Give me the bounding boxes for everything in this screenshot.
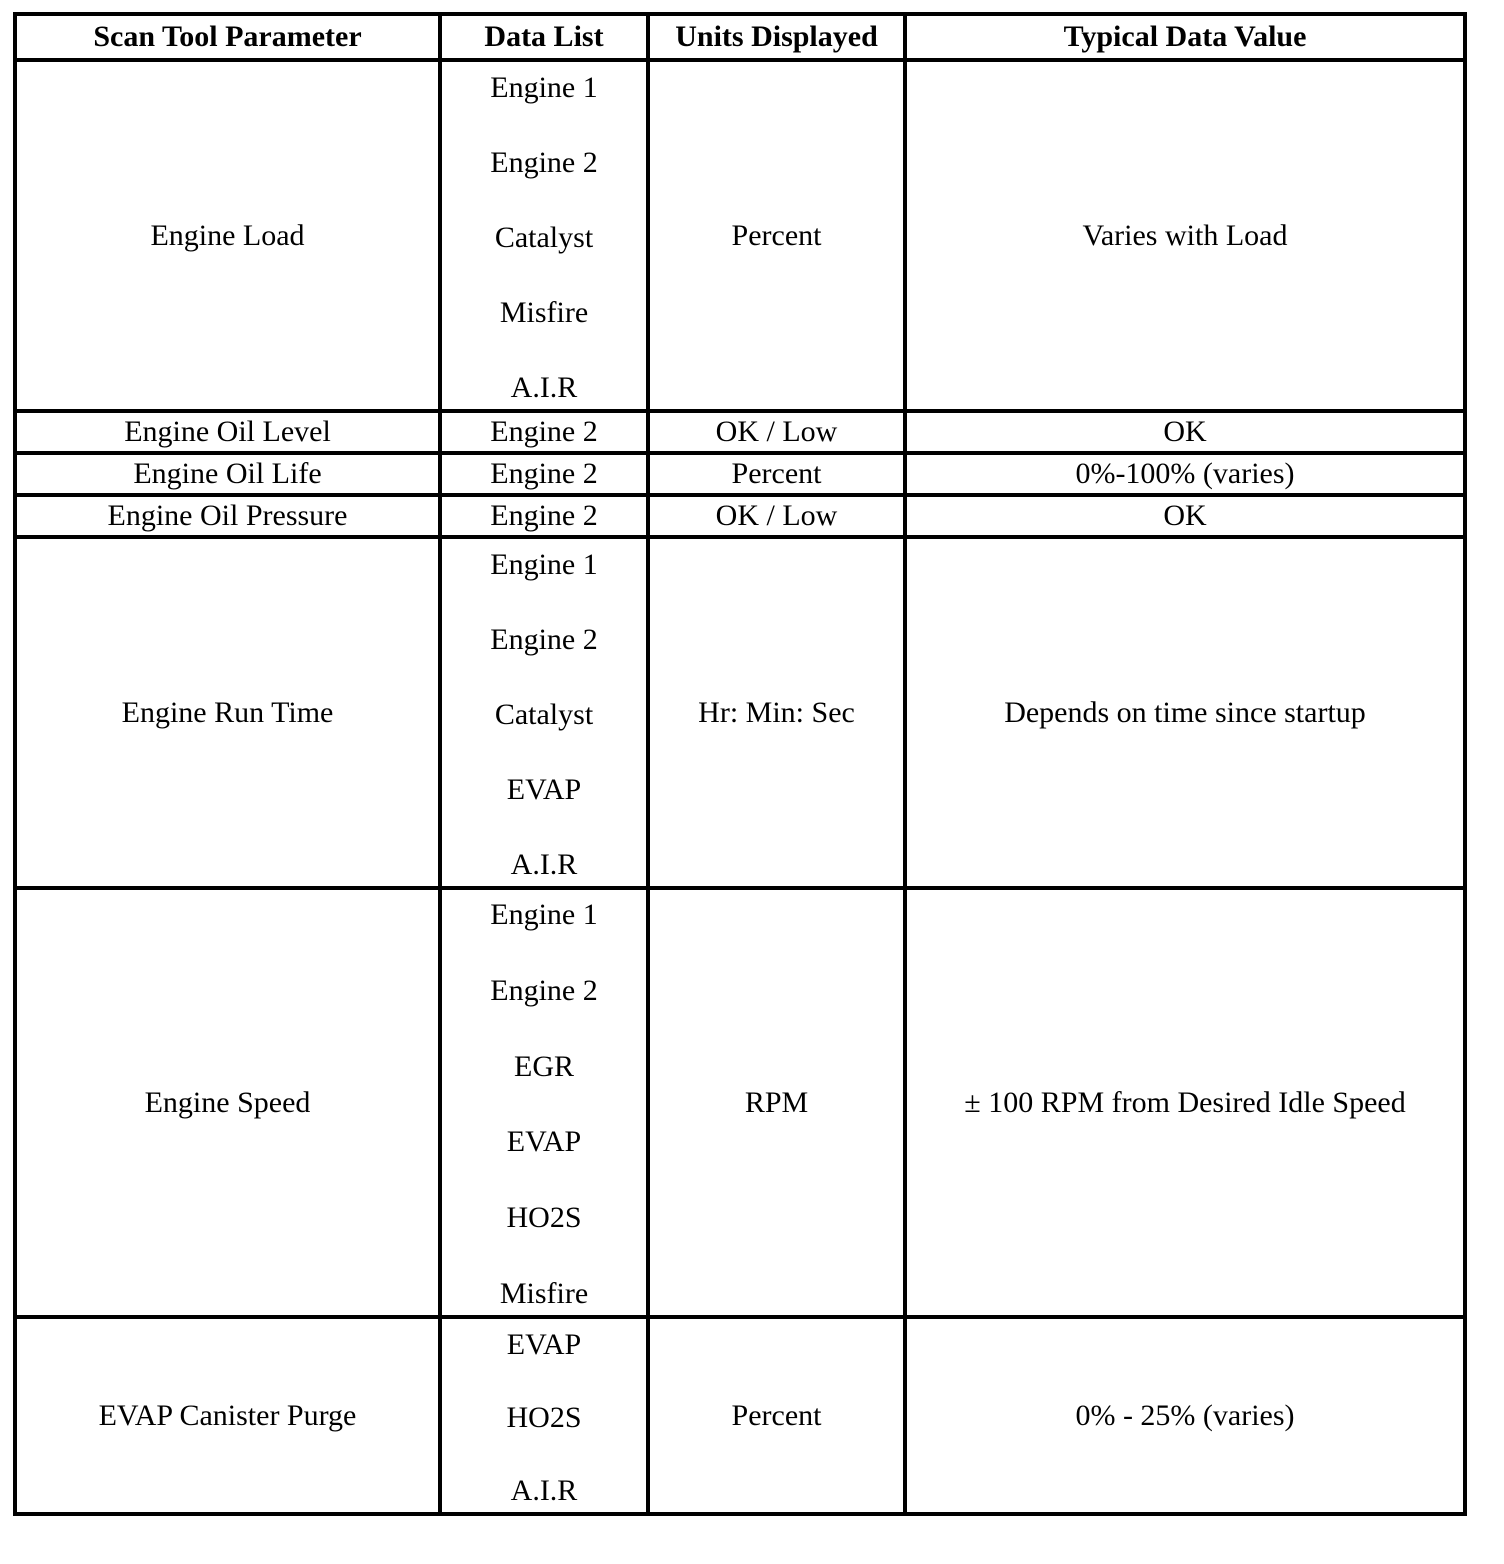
units-cell: OK / Low xyxy=(648,411,905,453)
data-list-cell: Engine 2 xyxy=(440,411,648,453)
table-row xyxy=(15,453,1465,495)
data-list-item: EVAP xyxy=(506,772,582,806)
data-list-item: HO2S xyxy=(506,1400,582,1434)
data-list-item: Engine 2 xyxy=(490,622,598,656)
units-cell: OK / Low xyxy=(648,495,905,537)
units-cell: Percent xyxy=(648,1317,905,1514)
scan-tool-data-table xyxy=(13,12,1467,1516)
table-header-row xyxy=(15,14,1465,60)
data-list-item: A.I.R xyxy=(510,847,578,881)
units-cell: Hr: Min: Sec xyxy=(648,537,905,888)
data-list-item: Engine 2 xyxy=(490,145,598,179)
table-row xyxy=(15,411,1465,453)
table-row xyxy=(15,888,1465,1317)
data-list-item: HO2S xyxy=(506,1201,582,1235)
column-header-units: Units Displayed xyxy=(648,14,905,60)
parameter-cell: EVAP Canister Purge xyxy=(15,1317,440,1514)
data-list-cell: Engine 2 xyxy=(440,495,648,537)
data-list-item: EVAP xyxy=(506,1125,582,1159)
data-list-cell xyxy=(440,888,648,1317)
parameter-cell: Engine Load xyxy=(15,60,440,411)
column-header-typical-value: Typical Data Value xyxy=(905,14,1465,60)
parameter-cell: Engine Oil Pressure xyxy=(15,495,440,537)
units-cell: Percent xyxy=(648,60,905,411)
data-list-item: A.I.R xyxy=(510,1473,578,1507)
data-list-cell xyxy=(440,60,648,411)
table-row xyxy=(15,60,1465,411)
data-list-item: EGR xyxy=(514,1049,574,1083)
table-row xyxy=(15,495,1465,537)
table-row xyxy=(15,1317,1465,1514)
data-list-item: Engine 1 xyxy=(490,547,598,581)
data-list-cell xyxy=(440,1317,648,1514)
units-cell: RPM xyxy=(648,888,905,1317)
table-row xyxy=(15,537,1465,888)
data-list-item: Catalyst xyxy=(494,220,594,254)
typical-value-cell: Depends on time since startup xyxy=(905,537,1465,888)
data-list-item: Engine 1 xyxy=(490,70,598,104)
column-header-data-list: Data List xyxy=(440,14,648,60)
typical-value-cell: OK xyxy=(905,411,1465,453)
parameter-cell: Engine Oil Level xyxy=(15,411,440,453)
typical-value-cell: 0%-100% (varies) xyxy=(905,453,1465,495)
data-list-cell xyxy=(440,537,648,888)
data-list-item: Misfire xyxy=(499,1276,589,1310)
data-list-item: A.I.R xyxy=(510,370,578,404)
parameter-cell: Engine Speed xyxy=(15,888,440,1317)
data-list-cell: Engine 2 xyxy=(440,453,648,495)
data-list-item: Engine 1 xyxy=(490,898,598,931)
column-header-parameter: Scan Tool Parameter xyxy=(15,14,440,60)
data-list-item: EVAP xyxy=(506,1327,582,1361)
parameter-cell: Engine Oil Life xyxy=(15,453,440,495)
scan-tool-document xyxy=(13,12,1463,1549)
parameter-cell: Engine Run Time xyxy=(15,537,440,888)
units-cell: Percent xyxy=(648,453,905,495)
data-list-item: Engine 2 xyxy=(490,973,598,1007)
typical-value-cell: Varies with Load xyxy=(905,60,1465,411)
data-list-item: Misfire xyxy=(499,295,589,329)
data-list-item: Catalyst xyxy=(494,697,594,731)
typical-value-cell: ± 100 RPM from Desired Idle Speed xyxy=(905,888,1465,1317)
typical-value-cell: OK xyxy=(905,495,1465,537)
typical-value-cell: 0% - 25% (varies) xyxy=(905,1317,1465,1514)
